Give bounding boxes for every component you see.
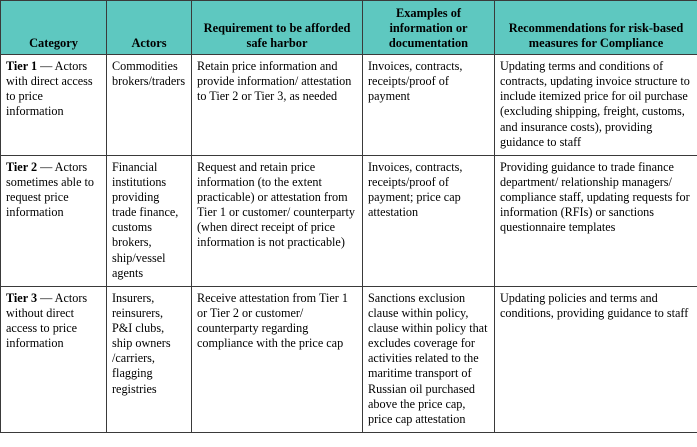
cell-examples-tier2: Invoices, contracts, receipts/proof of payment; price cap attestation bbox=[363, 155, 495, 286]
column-header-recommendations: Recommendations for risk-based measures for Compliance bbox=[495, 1, 697, 55]
cell-recommendations-tier2: Providing guidance to trade finance department/ relationship managers/ compliance staff, updating requests for information (RFIs) or sanctions questionnaire templates bbox=[495, 155, 697, 286]
table-row bbox=[1, 55, 697, 156]
cell-actors-tier1: Commodities brokers/traders bbox=[107, 55, 192, 156]
tier-description: — Actors with direct access to price information bbox=[6, 59, 93, 119]
cell-actors-tier2: Financial institutions providing trade finance, customs brokers, ship/vessel agents bbox=[107, 155, 192, 286]
tier-label: Tier 1 bbox=[6, 59, 38, 73]
cell-requirement-tier3: Receive attestation from Tier 1 or Tier 2 or customer/ counterparty regarding compliance with the price cap bbox=[192, 286, 363, 432]
table-row bbox=[1, 155, 697, 286]
cell-category-tier2 bbox=[1, 155, 107, 286]
cell-category-tier3 bbox=[1, 286, 107, 432]
column-header-requirement: Requirement to be afforded safe harbor bbox=[192, 1, 363, 55]
cell-examples-tier1: Invoices, contracts, receipts/proof of payment bbox=[363, 55, 495, 156]
tier-description: — Actors without direct access to price information bbox=[6, 290, 88, 351]
tier-description: — Actors sometimes able to request price information bbox=[6, 159, 95, 220]
tier-label: Tier 3 bbox=[6, 290, 38, 305]
cell-recommendations-tier1: Updating terms and conditions of contracts, updating invoice structure to include itemized price for oil purchase (excluding shipping, freight, customs, and insurance costs), providing guidance to staff bbox=[495, 55, 697, 156]
cell-recommendations-tier3: Updating policies and terms and conditions, providing guidance to staff bbox=[495, 286, 697, 432]
table-row bbox=[1, 286, 697, 432]
cell-requirement-tier1: Retain price information and provide information/ attestation to Tier 2 or Tier 3, as needed bbox=[192, 55, 363, 156]
cell-category-tier1 bbox=[1, 55, 107, 156]
cell-examples-tier3: Sanctions exclusion clause within policy, clause within policy that excludes coverage for activities related to the maritime transport of Russian oil purchased above the price cap, price cap attestation bbox=[363, 286, 495, 432]
tier-label: Tier 2 bbox=[6, 159, 38, 174]
column-header-category: Category bbox=[1, 1, 107, 55]
table-body bbox=[1, 55, 697, 433]
cell-requirement-tier2: Request and retain price information (to the extent practicable) or attestation from Tier 1 or customer/ counterparty (when direct receipt of price information is not practicable) bbox=[192, 155, 363, 286]
column-header-examples: Examples of information or documentation bbox=[363, 1, 495, 55]
column-header-actors: Actors bbox=[107, 1, 192, 55]
table-header bbox=[1, 1, 697, 55]
cell-actors-tier3: Insurers, reinsurers, P&I clubs, ship owners /carriers, flagging registries bbox=[107, 286, 192, 432]
table-header-row bbox=[1, 1, 697, 55]
